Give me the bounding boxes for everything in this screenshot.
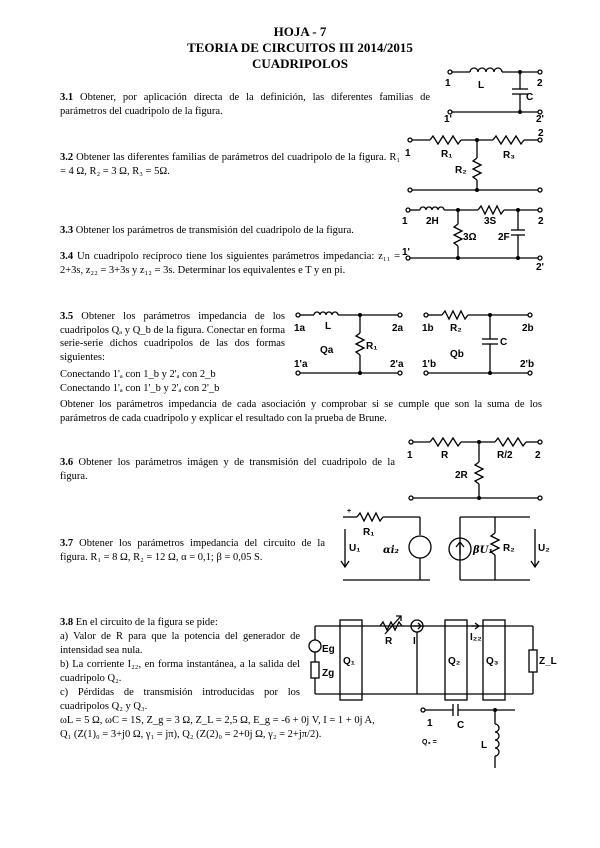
problem-text: Obtener, por aplicación directa de la definición, las diferentes familias de parámetros del cuadripolo de la figura. [60, 92, 431, 117]
figure-3-5a [292, 305, 417, 380]
problem-text: Un cuadripolo recíproco tiene los siguientes parámetros impedancia: z₁₁ = 2+3s, z₂₂ = 3+3s y z₁₂ = 3s. Determinar los equivalentes e T y en pi. [60, 251, 401, 276]
component-label: R [385, 636, 393, 647]
node-label: 2b [522, 323, 534, 334]
problem-3-7 [60, 537, 325, 564]
component-label: 2H [426, 216, 439, 227]
component-label: R₂ [450, 323, 462, 334]
quadripole-label: Q₂ [448, 656, 461, 667]
component-label: R [441, 450, 449, 461]
problem-text: En el circuito de la figura se pide: [75, 617, 218, 628]
problem-number: 3.2 [60, 152, 74, 163]
component-label: L [325, 321, 332, 332]
node-label: 2'a [390, 359, 404, 370]
definition-label: Q₃ = [422, 739, 437, 746]
problem-number: 3.8 [60, 617, 74, 628]
source-label: Eg [322, 644, 335, 655]
topic-title: CUADRIPOLOS [251, 56, 349, 71]
node-label: 1 [427, 718, 433, 729]
problem-3-5 [60, 310, 285, 364]
current-label: I [413, 636, 416, 647]
problem-text: Obtener los parámetros de transmisión del cuadripolo de la figura. [75, 225, 354, 236]
problem-3-8-data-1: ωL = 5 Ω, ωC = 1S, Z_g = 3 Ω, Z_L = 2,5 Ω, E_g = -6 + 0j V, I = 1 + 0j A, [60, 715, 375, 726]
node-label: 1 [402, 216, 408, 227]
component-label: L [481, 740, 488, 751]
component-label: C [526, 92, 534, 103]
component-label: R₂ [503, 543, 515, 554]
node-label: 1' [444, 114, 452, 125]
node-label: 1 [407, 450, 413, 461]
problem-text: Obtener los parámetros impedancia de los cuadripolos Qₐ y Q_b de la figura. Conectar en forma serie-serie dichos cuadripolos de las dos formas siguientes: [60, 311, 286, 363]
problem-3-8 [60, 616, 305, 630]
node-label: 1 [445, 78, 451, 89]
problem-text: Obtener los parámetros impedancia del circuito de la figura. R₁ = 8 Ω, R₂ = 12 Ω, α = 0,1; β = 0,05 S. [60, 538, 325, 563]
impedance-label: Z_L [539, 656, 557, 667]
inductor-symbol [470, 68, 502, 72]
component-label: R₁ [441, 149, 453, 160]
node-label: 2 [537, 78, 543, 89]
figure-3-1 [440, 62, 550, 125]
node-label: 2' [536, 262, 544, 273]
problem-3-2 [60, 151, 400, 178]
node-label: 1'a [294, 359, 308, 370]
problem-3-8-item-b: b) La corriente I₂₂, en forma instantánea, a la salida del cuadripolo Q₂. [60, 659, 300, 684]
component-label: 2F [498, 232, 510, 243]
problem-text: Obtener las diferentes familias de parámetros del cuadripolo de la figura. R₁ = 4 Ω, R₂ = 3 Ω, R₃ = 5Ω. [60, 152, 401, 177]
source-label: αi₂ [383, 545, 399, 556]
node-label: 1'b [422, 359, 437, 370]
voltage-label: U₂ [538, 543, 550, 554]
current-label: I₂₂ [470, 632, 482, 643]
node-label: 1b [422, 323, 434, 334]
problem-text: Obtener los parámetros imágen y de transmisión del cuadripolo de la figura. [60, 457, 396, 482]
node-label: 2'b [520, 359, 535, 370]
problem-number: 3.7 [60, 538, 74, 549]
node-label: 2 [535, 450, 541, 461]
node-label: 1' [402, 247, 410, 258]
component-label: L [478, 80, 485, 91]
quadripole-label: Q₁ [343, 656, 355, 667]
source-label: βU₁ [473, 545, 493, 556]
sheet-number: HOJA - 7 [273, 24, 327, 39]
voltage-label: U₁ [349, 543, 361, 554]
component-label: 3S [484, 216, 497, 227]
impedance-label: Zg [322, 668, 335, 679]
problem-3-4 [60, 250, 400, 277]
component-label: R₃ [503, 150, 515, 161]
problem-3-8-data-2: Q₁ (Z(1)₀ = 3+j0 Ω, γ₁ = jπ), Q₂ (Z(2)₀ = 2+0j Ω, γ₂ = 2+jπ/2). [60, 729, 322, 740]
node-label: 2 [538, 128, 544, 139]
node-label: 1 [405, 148, 411, 159]
quadripole-label: Qb [450, 349, 464, 360]
figure-3-5b [420, 305, 545, 380]
problem-3-6 [60, 456, 395, 483]
problem-3-5-option-2: Conectando 1'ₐ con 1'_b y 2'ₐ con 2'_b [60, 383, 220, 394]
problem-number: 3.3 [60, 225, 74, 236]
figure-3-8-q3 [405, 702, 535, 782]
problem-3-5-option-1: Conectando 1'ₐ con 1_b y 2'ₐ con 2_b [60, 369, 216, 380]
problem-number: 3.4 [60, 251, 74, 262]
component-label: R₂ [455, 165, 467, 176]
node-label: 2a [392, 323, 404, 334]
component-label: 2R [455, 470, 468, 481]
figure-3-7 [335, 505, 550, 590]
figure-3-2 [405, 128, 550, 198]
dependent-voltage-source [409, 536, 431, 558]
problem-3-8-item-c: c) Pérdidas de transmisión introducidas por los cuadripolos Q₂ y Q₃. [60, 687, 300, 712]
component-label: R₁ [366, 341, 378, 352]
figure-3-8 [305, 612, 557, 707]
component-label: C [500, 337, 508, 348]
node-label: 2' [536, 114, 544, 125]
quadripole-label: Q₃ [486, 656, 499, 667]
problem-3-1 [60, 91, 430, 118]
node-label: + [347, 508, 352, 515]
problem-3-8-item-a: a) Valor de R para que la potencia del generador de intensidad sea nula. [60, 631, 300, 656]
figure-3-3 [400, 200, 550, 273]
figure-3-6 [405, 430, 550, 505]
problem-number: 3.1 [60, 92, 74, 103]
component-label: 3Ω [463, 232, 477, 243]
component-label: C [457, 720, 465, 731]
course-title: TEORIA DE CIRCUITOS III 2014/2015 [187, 40, 413, 55]
component-label: R/2 [497, 450, 513, 461]
quadripole-label: Qa [320, 345, 334, 356]
node-label: 1a [294, 323, 306, 334]
component-label: R₁ [363, 527, 375, 538]
problem-3-3 [60, 224, 400, 238]
node-label: 2 [538, 216, 544, 227]
problem-number: 3.5 [60, 311, 74, 322]
problem-number: 3.6 [60, 457, 74, 468]
problem-3-5-conclusion: Obtener los parámetros impedancia de cada asociación y comprobar si se cumple que son la suma de los parámetros de cada cuadripolo y explicar el resultado con la prueba de Brune. [60, 399, 542, 424]
